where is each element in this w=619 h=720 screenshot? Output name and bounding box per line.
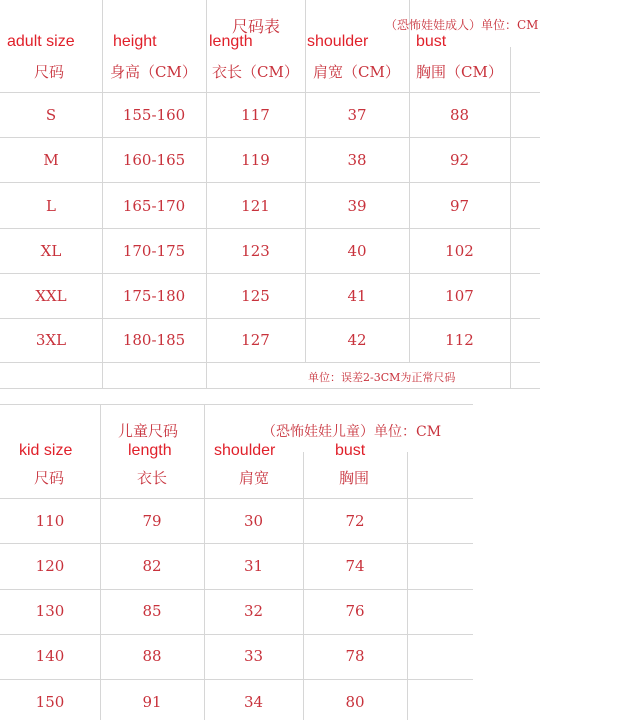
shoulder-cell: 37 bbox=[347, 106, 367, 124]
shoulder-cell: 32 bbox=[243, 602, 264, 620]
bust-cell: 74 bbox=[345, 557, 365, 575]
kid-en-label-length: length bbox=[128, 442, 172, 459]
shoulder-cell: 34 bbox=[243, 693, 264, 711]
length-cell: 123 bbox=[241, 242, 270, 260]
adult-table-title: 尺码表 bbox=[232, 17, 281, 36]
length-cell: 79 bbox=[142, 512, 162, 530]
length-cell: 91 bbox=[142, 693, 162, 711]
shoulder-cell: 33 bbox=[243, 647, 264, 665]
bust-cell: 102 bbox=[445, 242, 474, 260]
bust-cell: 112 bbox=[445, 331, 474, 349]
adult-header-bust: 胸围（CM） bbox=[416, 63, 503, 81]
adult-en-label-length: length bbox=[209, 33, 253, 50]
height-cell: 175-180 bbox=[122, 287, 186, 305]
kid-header-length: 衣长 bbox=[137, 469, 168, 487]
size-cell: XXL bbox=[35, 287, 67, 305]
adult-en-label-shoulder: shoulder bbox=[307, 33, 369, 50]
bust-cell: 107 bbox=[445, 287, 474, 305]
size-cell: 3XL bbox=[35, 331, 67, 349]
adult-header-length: 衣长（CM） bbox=[212, 63, 299, 81]
kid-header-bust: 胸围 bbox=[339, 469, 370, 487]
length-cell: 127 bbox=[241, 331, 270, 349]
bust-cell: 80 bbox=[345, 693, 365, 711]
bust-cell: 78 bbox=[345, 647, 365, 665]
length-cell: 121 bbox=[241, 197, 270, 215]
shoulder-cell: 42 bbox=[347, 331, 367, 349]
shoulder-cell: 38 bbox=[347, 151, 367, 169]
adult-en-label-size: adult size bbox=[7, 33, 75, 50]
kid-table-subtitle: （恐怖娃娃儿童）单位：CM bbox=[262, 424, 442, 440]
size-cell: 120 bbox=[35, 557, 65, 575]
height-cell: 170-175 bbox=[122, 242, 186, 260]
shoulder-cell: 30 bbox=[243, 512, 264, 530]
height-cell: 155-160 bbox=[122, 106, 186, 124]
kid-en-label-size: kid size bbox=[19, 442, 73, 459]
bust-cell: 72 bbox=[345, 512, 365, 530]
size-cell: XL bbox=[40, 242, 62, 260]
length-cell: 125 bbox=[241, 287, 270, 305]
shoulder-cell: 39 bbox=[347, 197, 367, 215]
size-cell: 110 bbox=[35, 512, 65, 530]
adult-en-label-height: height bbox=[113, 33, 157, 50]
shoulder-cell: 40 bbox=[347, 242, 367, 260]
shoulder-cell: 41 bbox=[347, 287, 367, 305]
kid-en-label-bust: bust bbox=[335, 442, 366, 459]
bust-cell: 92 bbox=[449, 151, 470, 169]
size-cell: L bbox=[46, 197, 56, 215]
tolerance-note: 单位：误差2-3CM为正常尺码 bbox=[308, 371, 456, 384]
bust-cell: 76 bbox=[345, 602, 365, 620]
kid-table-title: 儿童尺码 bbox=[118, 422, 179, 440]
length-cell: 88 bbox=[142, 647, 162, 665]
length-cell: 117 bbox=[241, 106, 270, 124]
adult-header-shoulder: 肩宽（CM） bbox=[313, 63, 400, 81]
height-cell: 160-165 bbox=[122, 151, 186, 169]
size-cell: 140 bbox=[35, 647, 65, 665]
bust-cell: 88 bbox=[449, 106, 470, 124]
bust-cell: 97 bbox=[449, 197, 470, 215]
length-cell: 85 bbox=[142, 602, 162, 620]
kid-header-shoulder: 肩宽 bbox=[239, 469, 270, 487]
size-cell: S bbox=[45, 106, 57, 124]
height-cell: 180-185 bbox=[122, 331, 186, 349]
size-cell: M bbox=[43, 151, 59, 169]
kid-header-size: 尺码 bbox=[34, 469, 65, 487]
adult-en-label-bust: bust bbox=[416, 33, 447, 50]
length-cell: 119 bbox=[241, 151, 270, 169]
adult-header-height: 身高（CM） bbox=[110, 63, 197, 81]
adult-header-size: 尺码 bbox=[34, 63, 65, 81]
length-cell: 82 bbox=[142, 557, 162, 575]
adult-table-subtitle: （恐怖娃娃成人）单位：CM bbox=[385, 18, 539, 32]
size-cell: 130 bbox=[35, 602, 65, 620]
kid-en-label-shoulder: shoulder bbox=[214, 442, 276, 459]
height-cell: 165-170 bbox=[122, 197, 186, 215]
shoulder-cell: 31 bbox=[243, 557, 264, 575]
size-cell: 150 bbox=[35, 693, 65, 711]
